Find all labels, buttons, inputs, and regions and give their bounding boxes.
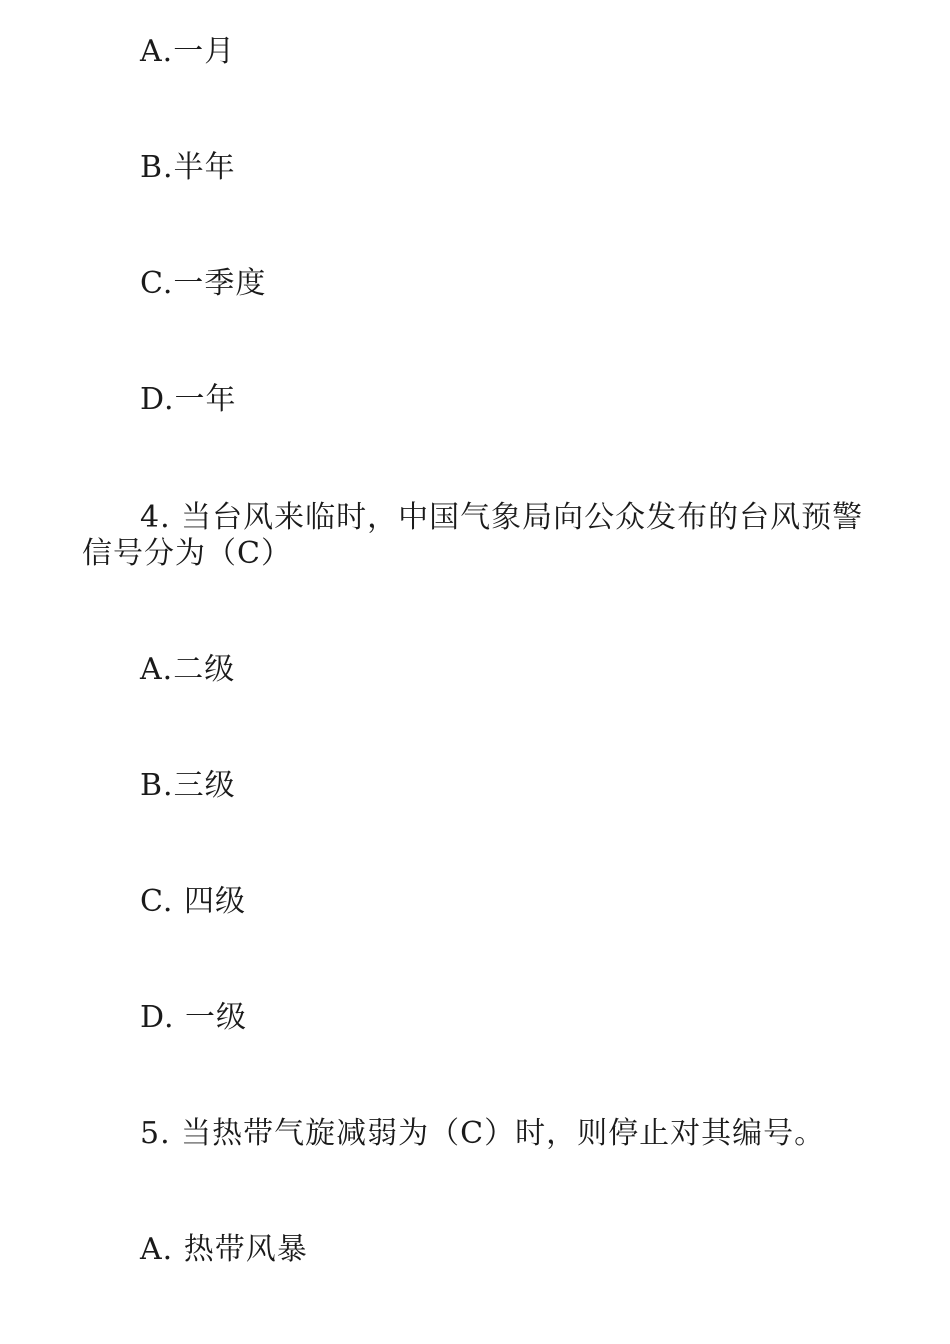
q3-option-c: C.一季度 — [140, 266, 267, 301]
q4-option-b: B.三级 — [140, 768, 236, 803]
q4-option-d: D. 一级 — [140, 1000, 248, 1035]
q5-stem: 5. 当热带气旋减弱为（C）时，则停止对其编号。 — [140, 1116, 826, 1151]
q3-option-d: D.一年 — [140, 382, 237, 417]
q5-option-a: A. 热带风暴 — [140, 1232, 308, 1267]
q3-option-a: A.一月 — [140, 34, 236, 69]
q3-option-b: B.半年 — [140, 150, 236, 185]
q4-option-c: C. 四级 — [140, 884, 246, 919]
q4-option-a: A.二级 — [140, 652, 236, 687]
q4-stem: 4. 当台风来临时，中国气象局向公众发布的台风预警信号分为（C） — [82, 500, 864, 571]
